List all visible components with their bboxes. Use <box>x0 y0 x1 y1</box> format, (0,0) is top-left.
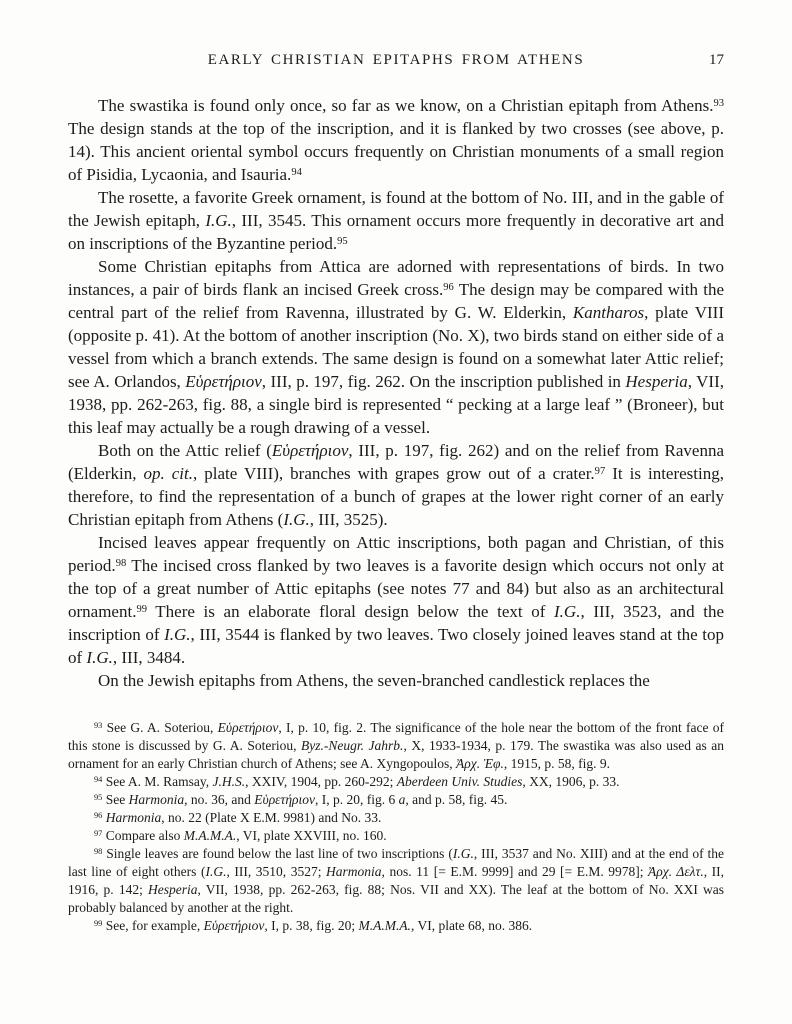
text-run: , 1915, p. 58, fig. 9. <box>503 756 610 771</box>
text-run: , III, 3537 and No. XIII) and at the end of the last line of eight others ( <box>68 846 725 879</box>
footnote-marker: 94 <box>94 775 103 785</box>
text-run: See G. A. Soteriou, <box>102 720 218 735</box>
italic-text-run: Byz.-Neugr. Jahrb. <box>301 738 404 753</box>
paragraph-6 <box>68 669 724 692</box>
paragraph-3 <box>68 255 724 439</box>
italic-text-run: M.A.M.A. <box>183 828 237 843</box>
text-run: The rosette, a favorite Greek ornament, is found at the bottom of No. III, and in the gable of the Jewish epitaph, <box>68 188 724 230</box>
text-run: Both on the Attic relief ( <box>98 441 272 460</box>
text-run: , III, 3484. <box>112 648 186 667</box>
text-run: Some Christian epitaphs from Attica are adorned with representations of birds. In two instances, a pair of birds flank an incised Greek cross. <box>68 257 724 299</box>
footnote-marker: 96 <box>94 811 103 821</box>
text-run: , III, 3510, 3527; <box>226 864 327 879</box>
italic-text-run: I.G. <box>164 625 191 644</box>
text-run: There is an elaborate floral design below the text of <box>146 602 554 621</box>
text-run: , VII, 1938, pp. 262-263, fig. 88; Nos. VII and XX). The leaf at the bottom of No. XXI was probably balanced by another at the right. <box>68 882 724 915</box>
running-title: EARLY CHRISTIAN EPITAPHS FROM ATHENS <box>207 52 585 68</box>
footnote-marker: 97 <box>594 466 606 478</box>
text-run: , III, p. 197, fig. 262. On the inscription published in <box>261 372 626 391</box>
text-run: The design may be compared with the central part of the relief from Ravenna, illustrated by G. W. Elderkin, <box>68 280 724 322</box>
text-run: , plate VIII), branches with grapes grow out of a crater. <box>192 464 595 483</box>
paragraph-4 <box>68 439 724 531</box>
footnote-marker: 93 <box>94 721 103 731</box>
italic-text-run: Ἀρχ. Δελτ. <box>648 864 704 879</box>
text-run: See, for example, <box>102 918 204 933</box>
text-run: See <box>102 792 129 807</box>
italic-text-run: Εὑρετήριον <box>203 918 265 933</box>
footnotes-section <box>68 719 724 935</box>
text-run: , X, 1933-1934, p. 179. The swastika was also used as an ornament for an early Christian church of Athens; see A. Xyngopoulos, <box>68 738 724 771</box>
italic-text-run: I.G. <box>205 864 227 879</box>
text-run: It is interesting, therefore, to find the representation of a bunch of grapes at the lower right corner of an early Christian epitaph from Athens ( <box>68 464 724 529</box>
footnote-marker: 95 <box>337 236 348 248</box>
text-run: The design stands at the top of the inscription, and it is flanked by two crosses (see above, p. 14). This ancient oriental symbol occurs frequently on Christian monuments of a small region of Pisidia, Lycaonia, and Isauria. <box>68 119 724 184</box>
text-run: Single leaves are found below the last line of two inscriptions ( <box>102 846 453 861</box>
italic-text-run: Εὑρετήριον <box>271 441 349 460</box>
italic-text-run: a <box>398 792 406 807</box>
footnote-99 <box>68 917 724 935</box>
paragraph-1 <box>68 94 724 186</box>
text-run: , III, 3545. This ornament occurs more frequently in decorative art and on inscriptions of the Byzantine period. <box>68 211 724 253</box>
text-run: , III, 3523, and the inscription of <box>68 602 724 644</box>
italic-text-run: Εὑρετήριον <box>254 792 315 807</box>
italic-text-run: Εὑρετήριον <box>185 372 262 391</box>
footnote-marker: 99 <box>136 604 147 616</box>
footnote-marker: 96 <box>443 282 454 294</box>
italic-text-run: Hesperia <box>147 882 198 897</box>
text-run: , plate VIII (opposite p. 41). At the bottom of another inscription (No. X), two birds stand on either side of a vessel from which a branch extends. The same design is found on a somewhat later Attic relief; see A. Orlandos, <box>68 303 724 391</box>
text-run: , III, p. 197, fig. 262) and on the relief from Ravenna (Elderkin, <box>68 441 725 483</box>
italic-text-run: Harmonia <box>128 792 185 807</box>
italic-text-run: Harmonia <box>326 864 382 879</box>
text-run: , I, p. 38, fig. 20; <box>264 918 359 933</box>
text-run: , III, 3544 is flanked by two leaves. Two closely joined leaves stand at the top of <box>68 625 724 667</box>
text-run: , XXIV, 1904, pp. 260-292; <box>245 774 397 789</box>
italic-text-run: I.G. <box>452 846 474 861</box>
footnote-98 <box>68 845 724 917</box>
page-number: 17 <box>709 52 724 68</box>
footnote-96 <box>68 809 724 827</box>
italic-text-run: Aberdeen Univ. Studies <box>396 774 523 789</box>
paragraph-2 <box>68 186 724 255</box>
text-run: , no. 22 (Plate X E.M. 9981) and No. 33. <box>161 810 382 825</box>
footnote-marker: 99 <box>94 919 103 929</box>
italic-text-run: M.A.M.A. <box>358 918 411 933</box>
footnote-93 <box>68 719 724 773</box>
text-run: , XX, 1906, p. 33. <box>522 774 620 789</box>
text-run: , no. 36, and <box>184 792 255 807</box>
text-run: Incised leaves appear frequently on Attic inscriptions, both pagan and Christian, of this period. <box>68 533 724 575</box>
text-run: , I, p. 20, fig. 6 <box>315 792 399 807</box>
text-run: Compare also <box>102 828 184 843</box>
text-run: The incised cross flanked by two leaves is a favorite design which occurs not only at the top of a great number of Attic epitaphs (see notes 77 and 84) but also as an architectural ornament. <box>68 556 724 621</box>
italic-text-run: I.G. <box>283 510 310 529</box>
italic-text-run: I.G. <box>86 648 113 667</box>
text-run: See A. M. Ramsay, <box>102 774 213 789</box>
footnote-marker: 93 <box>713 98 724 110</box>
footnote-marker: 98 <box>94 847 103 857</box>
paragraph-5 <box>68 531 724 669</box>
body-text <box>68 94 724 692</box>
text-run: , III, 3525). <box>309 510 388 529</box>
italic-text-run: op. cit. <box>143 464 193 483</box>
text-run: The swastika is found only once, so far as we know, on a Christian epitaph from Athens. <box>98 96 714 115</box>
footnote-marker: 94 <box>291 167 302 179</box>
footnote-97 <box>68 827 724 845</box>
italic-text-run: Εὑρετήριον <box>217 720 279 735</box>
text-run: On the Jewish epitaphs from Athens, the seven-branched candlestick replaces the <box>98 671 650 690</box>
italic-text-run: J.H.S. <box>212 774 246 789</box>
italic-text-run: Ἀρχ. Ἐφ. <box>456 756 504 771</box>
footnote-marker: 97 <box>94 829 103 839</box>
text-run: , and p. 58, fig. 45. <box>405 792 508 807</box>
text-run: , VII, 1938, pp. 262-263, fig. 88, a single bird is represented “ pecking at a large leaf ” (Broneer), but this leaf may actually be a rough drawing of a vessel. <box>68 372 724 437</box>
page-header <box>68 52 724 74</box>
text-run: , nos. 11 [= E.M. 9999] and 29 [= E.M. 9978]; <box>381 864 649 879</box>
italic-text-run: I.G. <box>205 211 232 230</box>
italic-text-run: I.G. <box>554 602 581 621</box>
text-run: , I, p. 10, fig. 2. The significance of the hole near the bottom of the front face of this stone is discussed by G. A. Soteriou, <box>68 720 724 753</box>
footnote-95 <box>68 791 724 809</box>
italic-text-run: Harmonia <box>105 810 162 825</box>
text-run: , VI, plate XXVIII, no. 160. <box>236 828 387 843</box>
footnote-marker: 95 <box>94 793 103 803</box>
italic-text-run: Hesperia <box>625 372 688 391</box>
text-run: , VI, plate 68, no. 386. <box>410 918 533 933</box>
italic-text-run: Kantharos <box>572 303 645 322</box>
text-run: , II, 1916, p. 142; <box>68 864 724 897</box>
footnote-94 <box>68 773 724 791</box>
footnote-marker: 98 <box>115 558 127 570</box>
